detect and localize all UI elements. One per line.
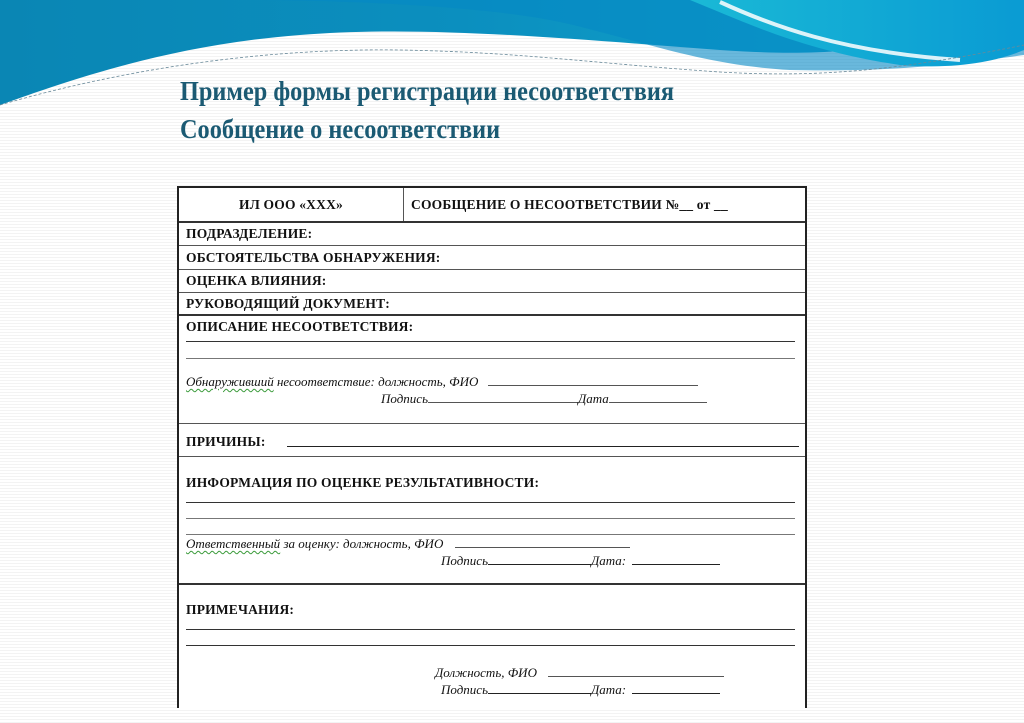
- governing-doc-label: РУКОВОДЯЩИЙ ДОКУМЕНТ:: [186, 295, 391, 311]
- notes-section: [179, 585, 805, 710]
- notes-signature-field: Подпись Дата:: [441, 682, 720, 698]
- effectiveness-line-3[interactable]: [186, 534, 795, 535]
- effectiveness-label: ИНФОРМАЦИЯ ПО ОЦЕНКЕ РЕЗУЛЬТАТИВНОСТИ:: [186, 475, 540, 490]
- report-title: СООБЩЕНИЕ О НЕСООТВЕТСТВИИ №__ от __: [411, 196, 728, 212]
- description-line-1[interactable]: [186, 341, 795, 342]
- notes-position-field: Должность, ФИО: [435, 665, 724, 681]
- division-row[interactable]: [179, 223, 805, 246]
- notes-date-input[interactable]: [632, 692, 720, 694]
- division-label: ПОДРАЗДЕЛЕНИЕ:: [186, 226, 313, 241]
- effectiveness-line-1[interactable]: [186, 502, 795, 503]
- detected-by-field: Обнаруживший несоответствие: должность, ФИО: [186, 374, 698, 390]
- effectiveness-signature-field: Подпись Дата:: [441, 553, 720, 569]
- form-header-row: [179, 188, 805, 223]
- causes-label: ПРИЧИНЫ:: [186, 434, 266, 449]
- effectiveness-line-2[interactable]: [186, 518, 795, 519]
- impact-label: ОЦЕНКА ВЛИЯНИЯ:: [186, 273, 327, 288]
- org-name: ИЛ ООО «ХХХ»: [239, 196, 343, 212]
- notes-label: ПРИМЕЧАНИЯ:: [186, 602, 295, 617]
- notes-position-input[interactable]: [548, 675, 724, 677]
- effectiveness-signature-input[interactable]: [488, 563, 591, 565]
- causes-input[interactable]: [287, 446, 799, 447]
- description-date-input[interactable]: [609, 401, 707, 403]
- governing-doc-row[interactable]: [179, 293, 805, 316]
- description-signature-input[interactable]: [428, 401, 578, 403]
- report-title-cell: [411, 188, 728, 221]
- notes-line-2[interactable]: [186, 645, 795, 646]
- org-cell: [179, 188, 404, 221]
- description-label: ОПИСАНИЕ НЕСООТВЕТСТВИЯ:: [186, 319, 414, 334]
- description-signature-field: Подпись Дата: [381, 391, 707, 407]
- responsible-field: Ответственный за оценку: должность, ФИО: [186, 536, 630, 552]
- slide-title: Пример формы регистрации несоответствия: [180, 76, 675, 106]
- effectiveness-section: [179, 457, 805, 585]
- slide-title-block: [180, 72, 674, 148]
- description-line-2[interactable]: [186, 358, 795, 359]
- impact-row[interactable]: [179, 270, 805, 293]
- circumstances-row[interactable]: [179, 246, 805, 270]
- notes-signature-input[interactable]: [488, 692, 591, 694]
- slide-subtitle: Сообщение о несоответствии: [180, 114, 501, 144]
- nonconformity-report-form: [177, 186, 807, 708]
- effectiveness-date-input[interactable]: [632, 563, 720, 565]
- notes-line-1[interactable]: [186, 629, 795, 630]
- responsible-input[interactable]: [455, 546, 630, 548]
- circumstances-label: ОБСТОЯТЕЛЬСТВА ОБНАРУЖЕНИЯ:: [186, 249, 441, 265]
- causes-row: [179, 424, 805, 457]
- description-section: [179, 316, 805, 424]
- detected-by-input[interactable]: [488, 384, 698, 386]
